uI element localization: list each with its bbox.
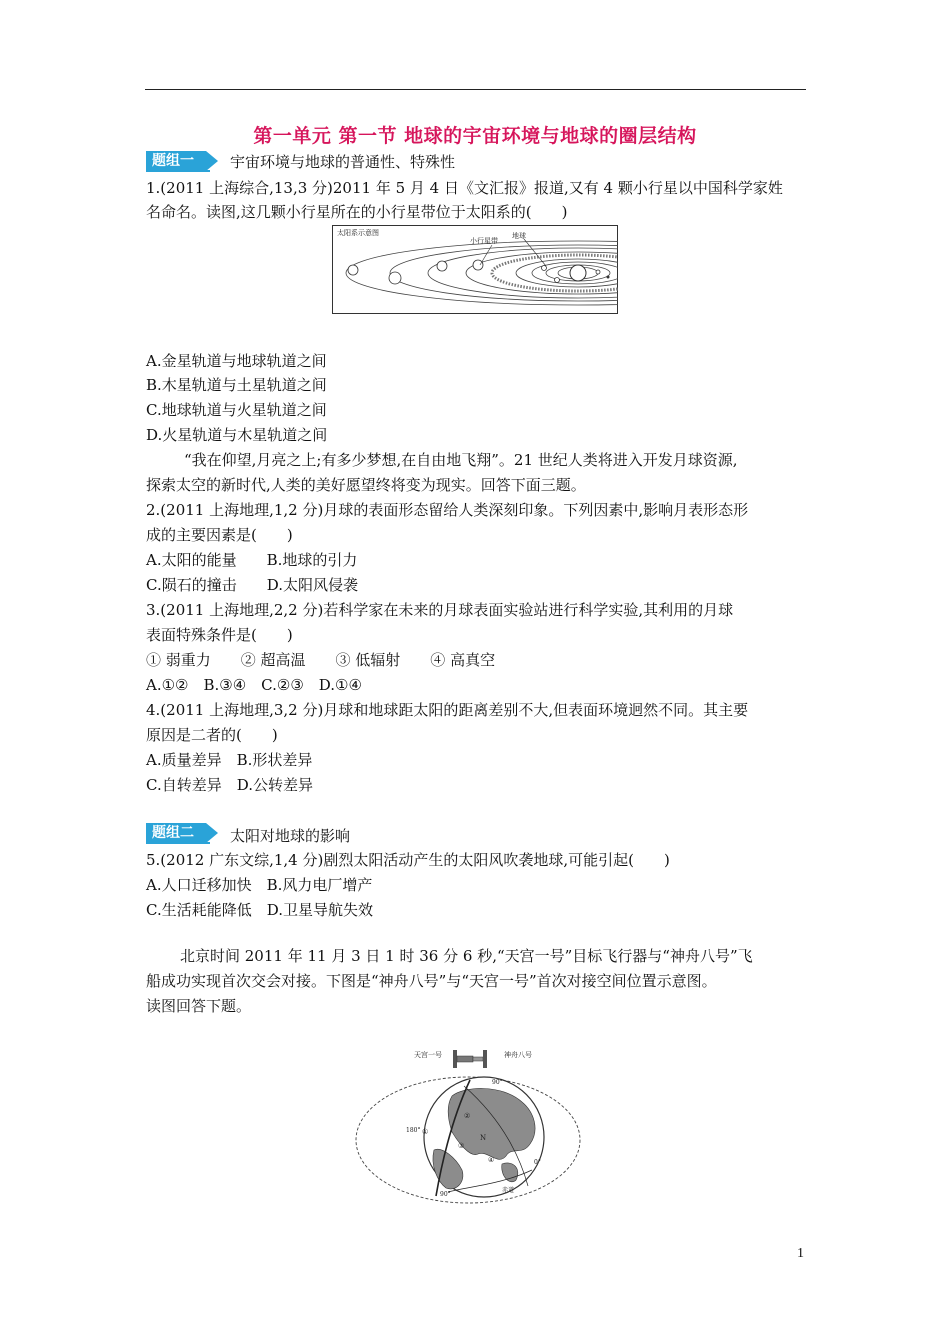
- q3-stem-line2: 表面特殊条件是( ): [146, 626, 293, 644]
- q1-option-c: C.地球轨道与火星轨道之间: [146, 401, 327, 419]
- mark-4: ④: [488, 1156, 495, 1164]
- solar-panel-icon: [453, 1050, 457, 1068]
- q3-options: A.①② B.③④ C.②③ D.①④: [146, 676, 362, 694]
- shenzhou-icon: [473, 1057, 483, 1061]
- q1-option-a: A.金星轨道与地球轨道之间: [146, 352, 327, 370]
- q4-stem-line1: 4.(2011 上海地理,3,2 分)月球和地球距太阳的距离差别不大,但表面环境迥然不同。其主要: [146, 701, 749, 719]
- solar-panel-icon: [483, 1050, 487, 1068]
- fig1-title: 太阳系示意图: [337, 229, 379, 237]
- docking-position-figure: [352, 1046, 584, 1208]
- mark-3: ③: [458, 1142, 465, 1150]
- group-badge-underline-2: [146, 842, 210, 844]
- intro6-line1: 北京时间 2011 年 11 月 3 日 1 时 36 分 6 秒,“天宫一号”目标飞行器与“神舟八号”飞: [180, 947, 753, 965]
- q5-stem: 5.(2012 广东文综,1,4 分)剧烈太阳活动产生的太阳风吹袭地球,可能引起( ): [146, 851, 670, 869]
- q4-options-line2: C.自转差异 D.公转差异: [146, 776, 313, 794]
- mark-1: ①: [422, 1128, 429, 1136]
- planet-icon: [473, 260, 483, 270]
- q2-options-line1: A.太阳的能量 B.地球的引力: [146, 551, 358, 569]
- planet-icon: [389, 272, 401, 284]
- group-badge-1: 题组一: [146, 151, 206, 171]
- label-equator: 赤道: [502, 1187, 515, 1194]
- label-north: N: [480, 1134, 487, 1142]
- q3-stem-line1: 3.(2011 上海地理,2,2 分)若科学家在未来的月球表面实验站进行科学实验,其利用的月球: [146, 601, 734, 619]
- group-badge-2: 题组二: [146, 823, 206, 843]
- sun-icon: [570, 265, 586, 281]
- group-badge-underline-1: [146, 170, 210, 172]
- header-rule: [145, 89, 806, 90]
- planet-icon: [607, 276, 610, 279]
- group-topic-2: 太阳对地球的影响: [230, 827, 351, 845]
- group-topic-1: 宇宙环境与地球的普通性、特殊性: [230, 153, 456, 171]
- q1-stem-line2: 名命名。读图,这几颗小行星所在的小行星带位于太阳系的( ): [146, 203, 568, 221]
- planet-icon: [542, 266, 547, 271]
- q3-conditions: ① 弱重力 ② 超高温 ③ 低辐射 ④ 高真空: [146, 651, 496, 669]
- planet-icon: [348, 265, 358, 275]
- q4-options-line1: A.质量差异 B.形状差异: [146, 751, 313, 769]
- page-number: 1: [797, 1246, 804, 1261]
- mark-2: ②: [464, 1112, 471, 1120]
- planet-icon: [596, 270, 600, 274]
- q1-stem-line1: 1.(2011 上海综合,13,3 分)2011 年 5 月 4 日《文汇报》报道,又有 4 颗小行星以中国科学家姓: [146, 179, 783, 197]
- label-90b: 90°: [440, 1191, 451, 1198]
- intro2-line1: “我在仰望,月亮之上;有多少梦想,在自由地飞翔”。21 世纪人类将进入开发月球资源,: [184, 451, 738, 469]
- fig1-label-earth: 地球: [512, 232, 526, 240]
- q2-stem-line1: 2.(2011 上海地理,1,2 分)月球的表面形态留给人类深刻印象。下列因素中,影响月表形态形: [146, 501, 749, 519]
- label-tiangong: 天宫一号: [414, 1051, 442, 1059]
- tiangong-icon: [457, 1056, 473, 1062]
- label-90e: 90°: [492, 1079, 503, 1086]
- q1-option-d: D.火星轨道与木星轨道之间: [146, 426, 328, 444]
- q5-options-line2: C.生活耗能降低 D.卫星导航失效: [146, 901, 373, 919]
- label-180: 180°: [406, 1127, 421, 1134]
- q4-stem-line2: 原因是二者的( ): [146, 726, 278, 744]
- q2-options-line2: C.陨石的撞击 D.太阳风侵袭: [146, 576, 358, 594]
- fig1-label-belt: 小行星带: [470, 237, 498, 245]
- solar-system-figure: [332, 225, 618, 314]
- intro6-line2: 船成功实现首次交会对接。下图是“神舟八号”与“天宫一号”首次对接空间位置示意图。: [146, 972, 717, 990]
- planet-icon: [437, 261, 447, 271]
- q1-option-b: B.木星轨道与土星轨道之间: [146, 376, 327, 394]
- q5-options-line1: A.人口迁移加快 B.风力电厂增产: [146, 876, 373, 894]
- label-shenzhou: 神舟八号: [504, 1051, 532, 1059]
- planet-icon: [555, 278, 560, 283]
- page-title: 第一单元 第一节 地球的宇宙环境与地球的圈层结构: [253, 125, 697, 147]
- q2-stem-line2: 成的主要因素是( ): [146, 526, 293, 544]
- intro6-line3: 读图回答下题。: [146, 997, 252, 1015]
- intro2-line2: 探索太空的新时代,人类的美好愿望终将变为现实。回答下面三题。: [146, 476, 586, 494]
- label-0: 0°: [534, 1159, 541, 1166]
